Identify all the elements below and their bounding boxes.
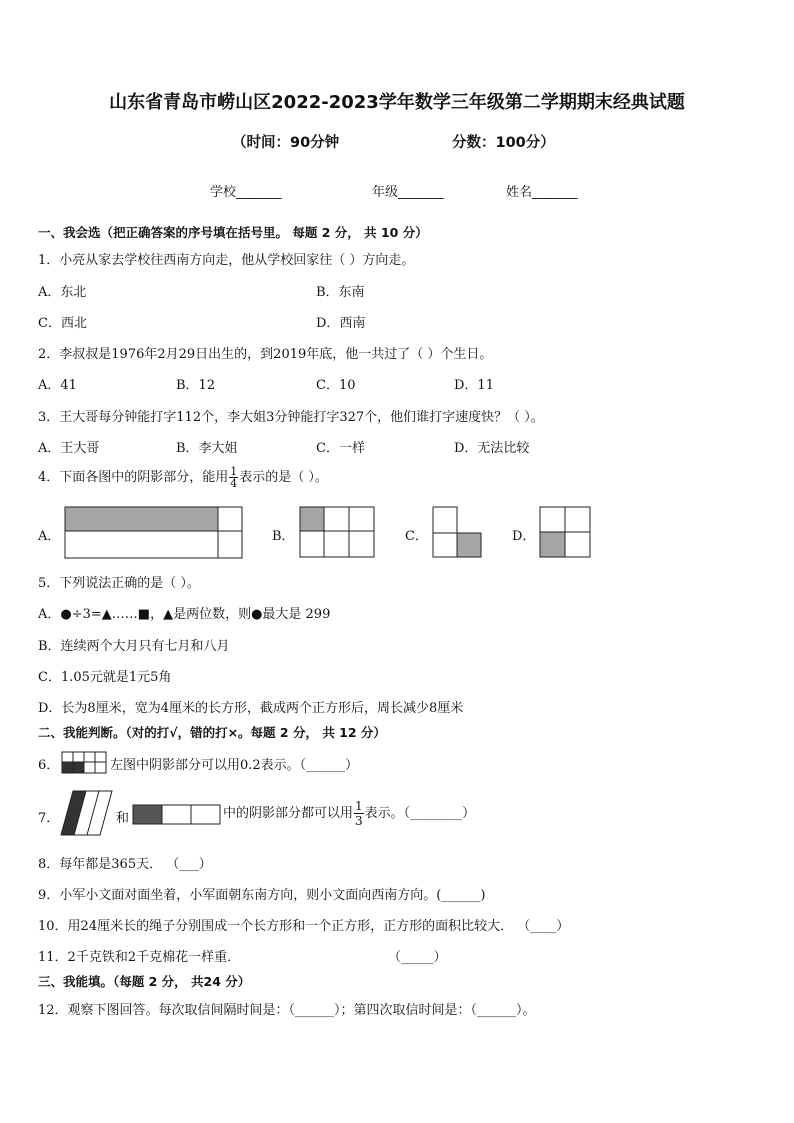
question-6-strip xyxy=(62,752,106,773)
school-field: 学校_______ xyxy=(210,185,282,200)
section-2-heading: 二、我能判断。（对的打√，错的打×。每题 2 分， 共 12 分） xyxy=(38,725,386,740)
question-3-option-c: C．一样 xyxy=(316,441,365,456)
question-11-blank: （_____） xyxy=(388,950,447,965)
question-4-option-a: A． xyxy=(38,529,61,544)
question-12: 12．观察下图回答。每次取信间隔时间是：（______）；第四次取信时间是：（______）。 xyxy=(38,1003,536,1018)
question-2-stem: 2．李叔叔是1976年2月29日出生的，到2019年底，他一共过了（ ）个生日。 xyxy=(38,347,493,362)
question-7-number: 7． xyxy=(38,811,60,826)
question-7-text-pre: 中的阴影部分都可以用 xyxy=(223,806,354,821)
section-1-heading: 一、我会选（把正确答案的序号填在括号里。 每题 2 分， 共 10 分） xyxy=(38,225,428,240)
question-7-text-post: 表示。（________） xyxy=(364,806,476,821)
question-6-number: 6． xyxy=(38,758,60,773)
question-5-stem: 5．下列说法正确的是（ ）。 xyxy=(38,576,200,591)
question-8: 8．每年都是365天． （___） xyxy=(38,857,212,872)
fraction-denominator: 3 xyxy=(355,814,363,828)
question-4-option-b: B． xyxy=(272,529,295,544)
question-5-option-c: C．1.05元就是1元5角 xyxy=(38,670,172,685)
question-7-and: 和 xyxy=(116,811,130,826)
fraction-denominator: 4 xyxy=(230,477,238,490)
fraction-numerator: 1 xyxy=(355,799,363,813)
exam-score: 分数：100分） xyxy=(452,135,555,151)
question-4-option-c: C． xyxy=(405,529,428,544)
fraction-one-third xyxy=(354,799,364,828)
exam-time: （时间：90分钟 xyxy=(232,135,340,151)
page-title: 山东省青岛市崂山区2022-2023学年数学三年级第二学期期末经典试题 xyxy=(109,92,685,113)
question-7-parallelogram xyxy=(61,791,112,835)
question-4-stem-pre: 4．下面各图中的阴影部分，能用 xyxy=(38,470,229,485)
question-2-option-b: B．12 xyxy=(176,378,216,393)
question-5-option-b: B．连续两个大月只有七月和八月 xyxy=(38,639,230,654)
question-2-option-d: D．11 xyxy=(454,378,494,393)
question-1-option-a: A．东北 xyxy=(38,285,87,300)
question-6-text: 左图中阴影部分可以用0.2表示。（______） xyxy=(110,758,359,773)
question-3-option-d: D．无法比较 xyxy=(454,441,530,456)
section-3-heading: 三、我能填。（每题 2 分， 共24 分） xyxy=(38,974,251,989)
question-5-option-d: D．长为8厘米，宽为4厘米的长方形，截成两个正方形后，周长减少8厘米 xyxy=(38,701,464,716)
question-1-option-c: C．西北 xyxy=(38,316,87,331)
question-3-option-a: A．王大哥 xyxy=(38,441,100,456)
question-9: 9．小军小文面对面坐着，小军面朝东南方向，则小文面向西南方向。(______) xyxy=(38,888,486,903)
fraction-numerator: 1 xyxy=(230,465,238,478)
question-2-option-c: C．10 xyxy=(316,378,356,393)
question-4-stem-post: 表示的是（ ）。 xyxy=(239,470,328,485)
question-5-option-a: A．●÷3=▲……■，▲是两位数，则●最大是 299 xyxy=(38,607,331,622)
question-4-option-d: D． xyxy=(512,529,536,544)
name-field: 姓名_______ xyxy=(506,185,578,200)
question-2-option-a: A．41 xyxy=(38,378,77,393)
question-7-rectangle xyxy=(133,805,220,824)
question-11: 11．2千克铁和2千克棉花一样重． xyxy=(38,950,241,965)
question-3-option-b: B．李大姐 xyxy=(176,441,238,456)
question-10: 10．用24厘米长的绳子分别围成一个长方形和一个正方形，正方形的面积比较大． （____） xyxy=(38,919,570,934)
grade-field: 年级_______ xyxy=(372,185,444,200)
question-1-stem: 1．小亮从家去学校往西南方向走，他从学校回家往（ ）方向走。 xyxy=(38,253,415,268)
question-7-text xyxy=(223,799,475,828)
question-1-option-b: B．东南 xyxy=(316,285,365,300)
question-3-stem: 3．王大哥每分钟能打字112个，李大姐3分钟能打字327个，他们谁打字速度快？（ ）。 xyxy=(38,410,544,425)
question-1-option-d: D．西南 xyxy=(316,316,366,331)
